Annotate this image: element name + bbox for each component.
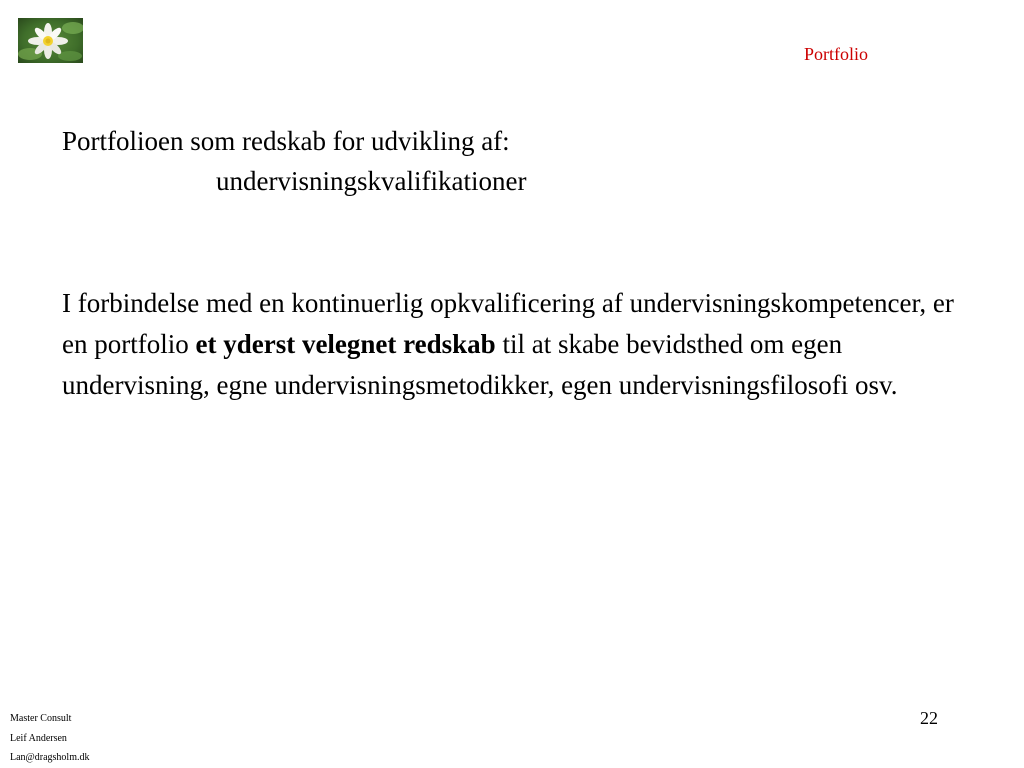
page-number: 22	[920, 708, 938, 728]
footer	[10, 709, 89, 768]
body-text-part-1: I forbindelse med en kontinuerlig opkvalificering af undervisningskompetencer, er en portfolio	[62, 288, 954, 359]
body-text-bold: et yderst velegnet redskab	[195, 329, 496, 359]
header-title: Portfolio	[803, 44, 868, 64]
heading-line-2: undervisningskvalifikationer	[216, 166, 527, 196]
heading-line-1: Portfolioen som redskab for udvikling af:	[62, 126, 510, 156]
footer-company: Master Consult	[10, 713, 72, 724]
slide-heading	[62, 121, 526, 201]
footer-name: Leif Andersen	[10, 732, 67, 744]
water-lily-icon	[18, 18, 83, 63]
footer-email: Lan@dragsholm.dk	[10, 752, 90, 763]
body-paragraph	[62, 283, 962, 406]
body-text-part-2: til at skabe bevidsthed om egen undervisning, egne undervisningsmetodikker, egen undervisningsfilosofi osv.	[62, 329, 898, 400]
